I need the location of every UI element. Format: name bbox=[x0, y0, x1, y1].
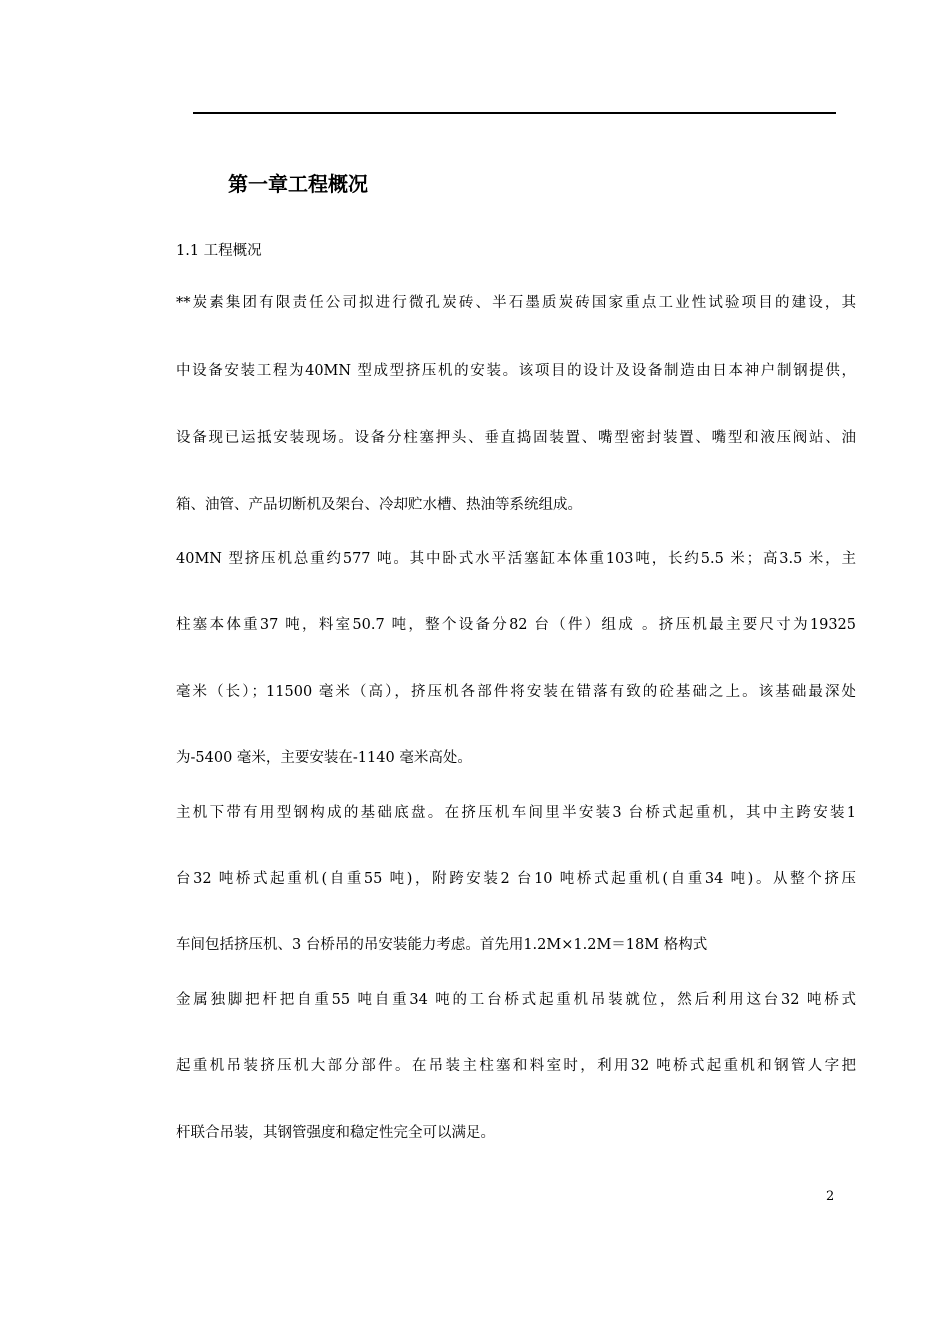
chapter-title: 第一章工程概况 bbox=[228, 172, 368, 196]
body-line: 杆联合吊装，其钢管强度和稳定性完全可以满足。 bbox=[176, 1125, 495, 1141]
section-heading: 1.1 工程概况 bbox=[176, 243, 262, 259]
body-line: **炭素集团有限责任公司拟进行微孔炭砖、半石墨质炭砖国家重点工业性试验项目的建设，其 bbox=[176, 295, 856, 311]
body-line: 主机下带有用型钢构成的基础底盘。在挤压机车间里半安装3 台桥式起重机，其中主跨安装1 bbox=[176, 805, 856, 821]
body-line: 毫米（长）；11500 毫米（高），挤压机各部件将安装在错落有致的砼基础之上。该基础最深处 bbox=[176, 684, 856, 700]
header-rule bbox=[193, 112, 836, 114]
body-line: 金属独脚把杆把自重55 吨自重34 吨的工台桥式起重机吊装就位，然后利用这台32 吨桥式 bbox=[176, 992, 856, 1008]
body-line: 箱、油管、产品切断机及架台、冷却贮水槽、热油等系统组成。 bbox=[176, 497, 582, 513]
body-line: 车间包括挤压机、3 台桥吊的吊安装能力考虑。首先用1.2M×1.2M＝18M 格构式 bbox=[176, 937, 708, 953]
body-line: 中设备安装工程为40MN 型成型挤压机的安装。该项目的设计及设备制造由日本神户制钢提供， bbox=[176, 363, 856, 379]
body-line: 起重机吊装挤压机大部分部件。在吊装主柱塞和料室时，利用32 吨桥式起重机和钢管人字把 bbox=[176, 1058, 856, 1074]
body-line: 40MN 型挤压机总重约577 吨。其中卧式水平活塞缸本体重103吨，长约5.5 米；高3.5 米，主 bbox=[176, 551, 856, 567]
body-line: 设备现已运抵安装现场。设备分柱塞押头、垂直捣固装置、嘴型密封装置、嘴型和液压阀站、油 bbox=[176, 430, 856, 446]
body-line: 台32 吨桥式起重机(自重55 吨)，附跨安装2 台10 吨桥式起重机(自重34 吨)。从整个挤压 bbox=[176, 871, 856, 887]
body-line: 柱塞本体重37 吨，料室50.7 吨，整个设备分82 台（件）组成 。挤压机最主要尺寸为19325 bbox=[176, 617, 856, 633]
page-number: 2 bbox=[826, 1189, 835, 1204]
body-line: 为-5400 毫米，主要安装在-1140 毫米高处。 bbox=[176, 750, 472, 766]
